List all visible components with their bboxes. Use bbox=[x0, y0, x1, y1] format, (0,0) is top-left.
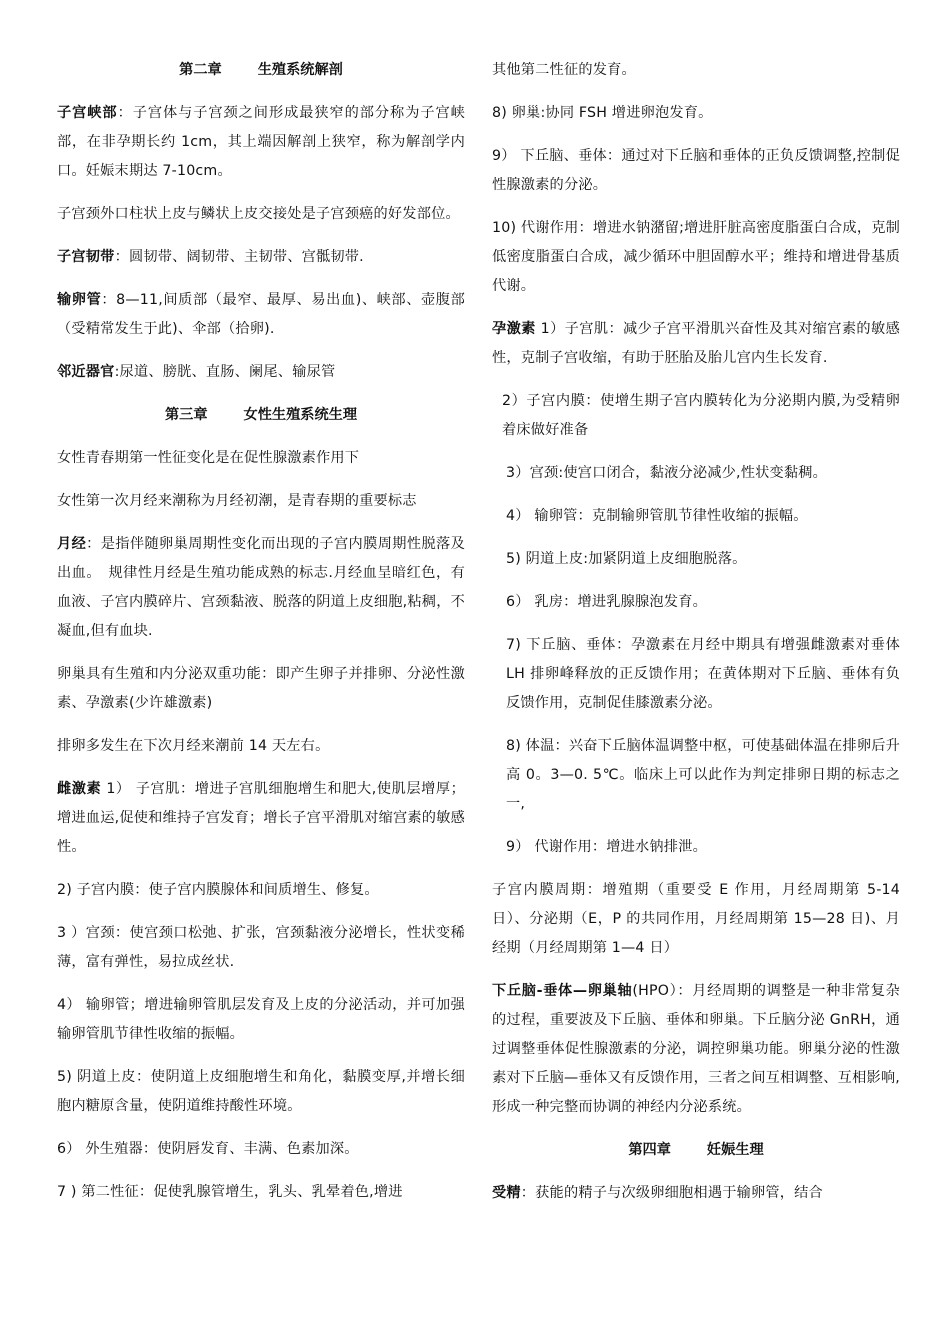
term: 子宫峡部 bbox=[57, 105, 118, 121]
paragraph-progesterone-6: 6） 乳房：增进乳腺腺泡发育。 bbox=[506, 594, 707, 610]
paragraph-ovulation: 排卵多发生在下次月经来潮前 14 天左右。 bbox=[57, 738, 330, 754]
paragraph-progesterone-9: 9） 代谢作用：增进水钠排泄。 bbox=[506, 839, 707, 855]
paragraph-hpo-axis: 下丘脑-垂体—卵巢轴(HPO）：月经周期的调整是一种非常复杂的过程，重要波及下丘脑、垂体和卵巢。下丘脑分泌 GnRH，通过调整垂体促性腺激素的分泌，调控卵巢功能。卵巢分泌的性激素对下丘脑—垂体又有反馈作用，三者之间互相调整、互相影响,形成一种完整而协调的神经内分泌系统。 bbox=[492, 983, 900, 1115]
term: 受精 bbox=[492, 1185, 521, 1201]
term: 下丘脑-垂体—卵巢轴 bbox=[492, 983, 633, 999]
paragraph-ovary-function: 卵巢具有生殖和内分泌双重功能：即产生卵子并排卵、分泌性激素、孕激素(少许雄激素) bbox=[57, 666, 465, 711]
term: 月经 bbox=[57, 536, 87, 552]
paragraph-estrogen-8: 8) 卵巢:协同 FSH 增进卵泡发育。 bbox=[492, 105, 713, 121]
term: 孕激素 bbox=[492, 321, 536, 337]
paragraph-progesterone-4: 4） 输卵管：克制输卵管肌节律性收缩的振幅。 bbox=[506, 508, 808, 524]
paragraph-uterine-isthmus: 子宫峡部：子宫体与子宫颈之间形成最狭窄的部分称为子宫峡部，在非孕期长约 1cm，其上端因解剖上狭窄，称为解剖学内口。妊娠末期达 7-10cm。 bbox=[57, 105, 465, 179]
paragraph-menarche: 女性第一次月经来潮称为月经初潮，是青春期的重要标志 bbox=[57, 493, 417, 509]
paragraph-progesterone-8: 8) 体温：兴奋下丘脑体温调整中枢，可使基础体温在排卵后升高 0。3—0. 5℃。临床上可以此作为判定排卵日期的标志之一, bbox=[506, 738, 900, 812]
paragraph-estrogen-5: 5) 阴道上皮：使阴道上皮细胞增生和角化，黏膜变厚,并增长细胞内糖原含量，使阴道维持酸性环境。 bbox=[57, 1069, 465, 1114]
term: 雌激素 bbox=[57, 781, 102, 797]
paragraph-estrogen-1: 雌激素 1） 子宫肌：增进子宫肌细胞增生和肥大,使肌层增厚；增进血运,促使和维持子宫发育；增长子宫平滑肌对缩宫素的敏感性。 bbox=[57, 781, 465, 855]
paragraph-ligaments: 子宫韧带：圆韧带、阔韧带、主韧带、宫骶韧带. bbox=[57, 249, 364, 265]
chapter-3-heading: 第三章 女性生殖系统生理 bbox=[164, 407, 358, 423]
paragraph-estrogen-6: 6） 外生殖器：使阴唇发育、丰满、色素加深。 bbox=[57, 1141, 359, 1157]
paragraph-progesterone-1: 孕激素 1）子宫肌：减少子宫平滑肌兴奋性及其对缩宫素的敏感性，克制子宫收缩，有助于胚胎及胎儿宫内生长发育. bbox=[492, 321, 900, 366]
term: 邻近器官 bbox=[57, 364, 115, 380]
paragraph-progesterone-2: 2）子宫内膜：使增生期子宫内膜转化为分泌期内膜,为受精卵着床做好准备 bbox=[502, 393, 900, 438]
paragraph-estrogen-9: 9） 下丘脑、垂体：通过对下丘脑和垂体的正负反馈调整,控制促性腺激素的分泌。 bbox=[492, 148, 900, 193]
paragraph-endometrial-cycle: 子宫内膜周期：增殖期（重要受 E 作用，月经周期第 5-14 日）、分泌期（E，P 的共同作用，月经周期第 15—28 日)、月经期（月经周期第 1—4 日） bbox=[492, 882, 900, 956]
paragraph-puberty: 女性青春期第一性征变化是在促性腺激素作用下 bbox=[57, 450, 360, 466]
paragraph-fertilization: 受精：获能的精子与次级卵细胞相遇于输卵管，结合 bbox=[492, 1185, 823, 1201]
chapter-4-heading: 第四章 妊娠生理 bbox=[628, 1142, 764, 1158]
paragraph-progesterone-7: 7) 下丘脑、垂体：孕激素在月经中期具有增强雌激素对垂体 LH 排卵峰释放的正反馈作用；在黄体期对下丘脑、垂体有负反馈作用，克制促佳膝激素分泌。 bbox=[506, 637, 900, 711]
paragraph-estrogen-7-cont: 其他第二性征的发育。 bbox=[492, 62, 636, 78]
paragraph-menstruation: 月经：是指伴随卵巢周期性变化而出现的子宫内膜周期性脱落及出血。 规律性月经是生殖功能成熟的标志.月经血呈暗红色，有血液、子宫内膜碎片、宫颈黏液、脱落的阴道上皮细胞,粘稠，不凝血,但有血块. bbox=[57, 536, 465, 639]
right-column bbox=[492, 56, 900, 1222]
paragraph-progesterone-5: 5) 阴道上皮:加紧阴道上皮细胞脱落。 bbox=[506, 551, 747, 567]
term: 子宫韧带 bbox=[57, 249, 115, 265]
paragraph-adjacent-organs: 邻近器官:尿道、膀胱、直肠、阑尾、输尿管 bbox=[57, 364, 336, 380]
paragraph-estrogen-3: 3 ）宫颈：使宫颈口松弛、扩张，宫颈黏液分泌增长，性状变稀薄，富有弹性，易拉成丝状. bbox=[57, 925, 465, 970]
paragraph-estrogen-4: 4） 输卵管；增进输卵管肌层发育及上皮的分泌活动，并可加强输卵管肌节律性收缩的振幅。 bbox=[57, 997, 465, 1042]
chapter-2-heading: 第二章 生殖系统解剖 bbox=[179, 62, 343, 78]
left-column bbox=[57, 56, 465, 1221]
paragraph-progesterone-3: 3）宫颈:使宫口闭合，黏液分泌减少,性状变黏稠。 bbox=[506, 465, 828, 481]
paragraph-cervix: 子宫颈外口柱状上皮与鳞状上皮交接处是子宫颈癌的好发部位。 bbox=[57, 206, 460, 222]
paragraph-estrogen-2: 2) 子宫内膜：使子宫内膜腺体和间质增生、修复。 bbox=[57, 882, 379, 898]
paragraph-estrogen-7: 7 ) 第二性征：促使乳腺管增生，乳头、乳晕着色,增进 bbox=[57, 1184, 403, 1200]
term: 输卵管 bbox=[57, 292, 102, 308]
paragraph-estrogen-10: 10) 代谢作用：增进水钠潴留;增进肝脏高密度脂蛋白合成，克制低密度脂蛋白合成，减少循环中胆固醇水平；维持和增进骨基质代谢。 bbox=[492, 220, 900, 294]
paragraph-fallopian-tube: 输卵管：8—11,间质部（最窄、最厚、易出血)、峡部、壶腹部（受精常发生于此)、伞部（拾卵). bbox=[57, 292, 465, 337]
